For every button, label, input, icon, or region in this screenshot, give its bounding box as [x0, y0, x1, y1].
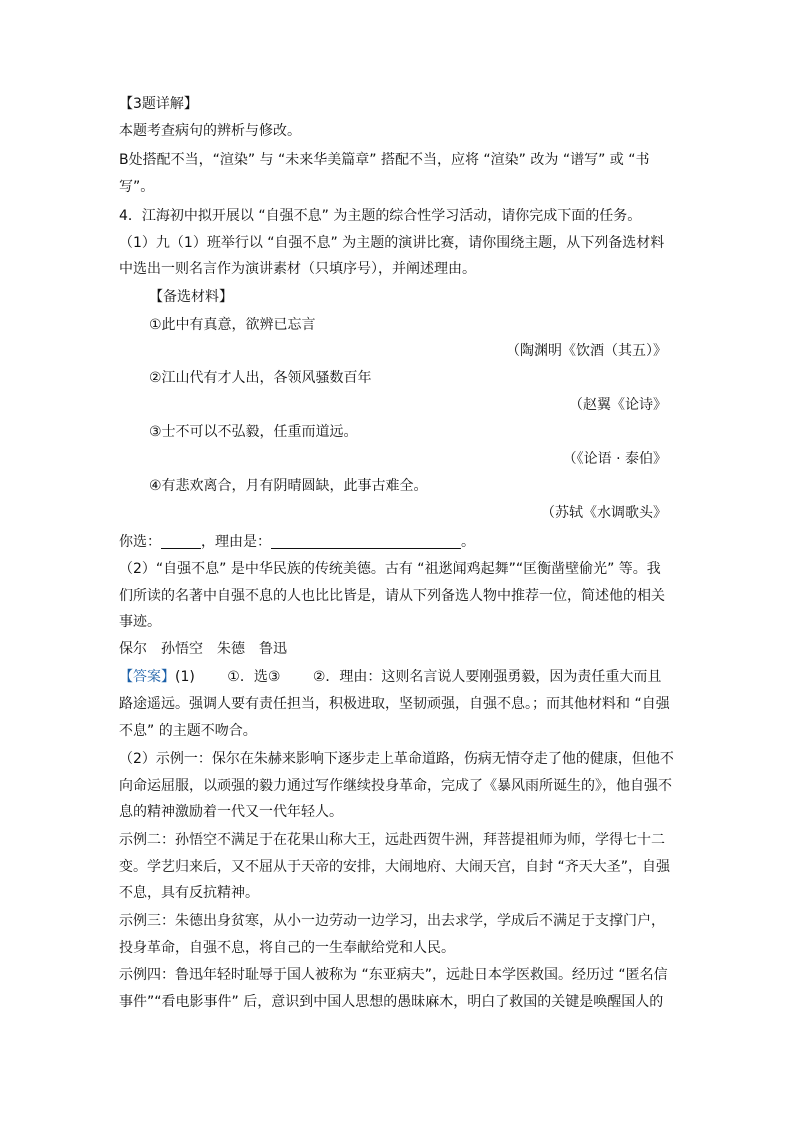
q4-part2-line: （2）“自强不息” 是中华民族的传统美德。古有 “祖逖闻鸡起舞”“匡衡凿壁偷光” 等。我 [119, 561, 661, 577]
material-source: （《论语 · 泰伯》 [562, 451, 667, 467]
q4-stem: 4．江海初中拟开展以 “自强不息” 为主题的综合性学习活动，请你完成下面的任务。 [119, 208, 642, 224]
material-source: （苏轼《水调歌头》 [541, 505, 667, 521]
choice-blank[interactable] [161, 532, 201, 549]
material-quote: ③士不可以不弘毅，任重而道远。 [149, 424, 358, 440]
material-quote: ②江山代有才人出，各领风骚数百年 [149, 370, 372, 386]
fill-in-line [119, 529, 679, 555]
q4-part2-line: 们所读的名著中自强不息的人也比比皆是，请从下列备选人物中推荐一位，简述他的相关 [119, 588, 665, 604]
answer-line: 路途遥远。强调人要有责任担当，积极进取，坚韧顽强，自强不息。；而其他材料和 “自强 [119, 696, 670, 712]
q3-explanation-line: B处搭配不当，“渲染” 与 “未来华美篇章” 搭配不当，应将 “渲染” 改为 “谱写” 或 “书 [119, 152, 650, 168]
example-line: 事件”“看电影事件” 后，意识到中国人思想的愚昧麻木，明白了救国的关键是唤醒国人的 [119, 994, 664, 1010]
example-line: 示例三：朱德出身贫寒，从小一边劳动一边学习，出去求学，学成后不满足于支撑门户， [119, 913, 665, 929]
example-line: （2）示例一：保尔在朱赫来影响下逐步走上革命道路，伤病无情夺走了他的健康，但他不 [119, 751, 674, 767]
example-line: 投身革命，自强不息，将自己的一生奉献给党和人民。 [119, 940, 455, 956]
answer-tag: 【答案】 [119, 669, 175, 685]
answer-line: 不息” 的主题不吻合。 [119, 723, 257, 739]
answer-text: (1) ①．选③ ②．理由：这则名言说人要刚强勇毅，因为责任重大而且 [175, 669, 662, 685]
choice-label: 你选： [119, 534, 161, 550]
material-quote: ①此中有真意，欲辨已忘言 [149, 317, 316, 333]
q3-explanation-line: 写”。 [119, 179, 155, 195]
materials-title: 【备选材料】 [149, 289, 233, 305]
example-line: 息的精神激励着一代又一代年轻人。 [119, 804, 343, 820]
example-line: 不息，具有反抗精神。 [119, 885, 259, 901]
character-options: 保尔 孙悟空 朱德 鲁迅 [119, 641, 287, 657]
material-source: （赵翼《论诗》 [569, 397, 667, 413]
reason-label: ，理由是： [201, 534, 271, 550]
q4-part1-line: （1）九（1）班举行以 “自强不息” 为主题的演讲比赛，请你围绕主题，从下列备选材料 [119, 235, 665, 251]
reason-blank[interactable] [271, 532, 461, 549]
section-heading: 【3题详解】 [119, 96, 198, 112]
example-line: 向命运屈服，以顽强的毅力通过写作继续投身革命，完成了《暴风雨所诞生的》，他自强不 [119, 778, 672, 794]
q4-part2-line: 事迹。 [119, 614, 161, 630]
q3-intro: 本题考查病句的辨析与修改。 [119, 123, 301, 139]
q4-part1-line: 中选出一则名言作为演讲素材（只填序号），并阐述理由。 [119, 261, 476, 277]
example-line: 示例二：孙悟空不满足于在花果山称大王，远赴西贺牛洲，拜菩提祖师为师，学得七十二 [119, 832, 665, 848]
material-quote: ④有悲欢离合，月有阴晴圆缺，此事古难全。 [149, 478, 428, 494]
material-source: （陶渊明《饮酒（其五）》 [506, 343, 667, 359]
fill-end: 。 [461, 534, 475, 550]
example-line: 示例四：鲁迅年轻时耻辱于国人被称为 “东亚病夫”，远赴日本学医救国。经历过 “匿名信 [119, 967, 668, 983]
answer-line [119, 664, 679, 690]
example-line: 变。学艺归来后，又不屈从于天帝的安排，大闹地府、大闹天宫，自封 “齐天大圣”，自强 [119, 859, 670, 875]
